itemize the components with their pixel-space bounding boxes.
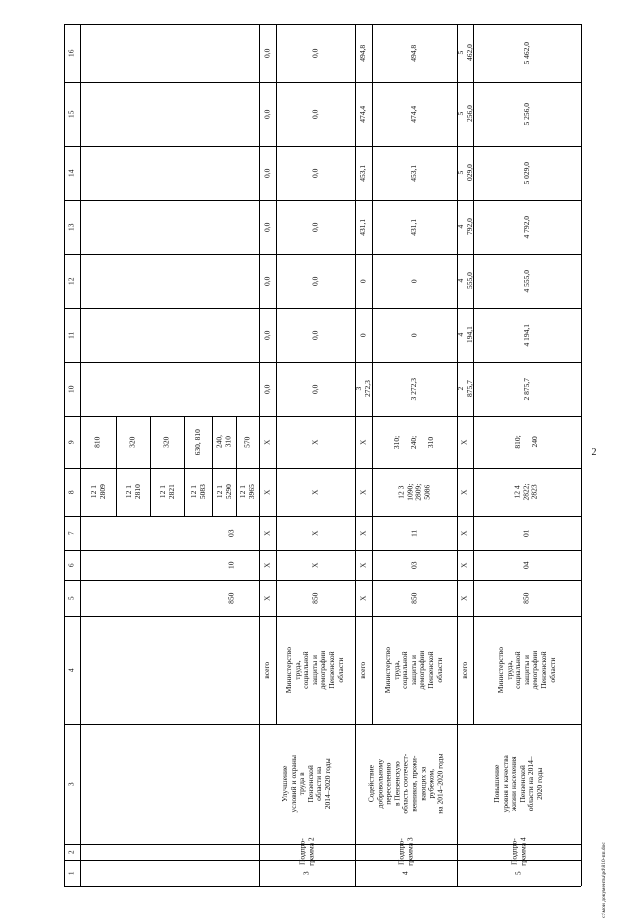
total-year-6-4: 474,4 <box>358 105 368 123</box>
total-year-7-3: 0,0 <box>262 48 272 58</box>
subprogram-name-5: Повышение уровня и качества жизни населения Пензенской области на 2014– 2020 годы <box>492 755 545 813</box>
total-c5-5: X <box>459 595 469 601</box>
top-kbk-c9-0: 810 <box>92 436 102 448</box>
top-kbk-c9-4: 240, 310 <box>214 435 232 449</box>
ministry-year-5-4: 453,1 <box>409 164 419 182</box>
total-year-7-4: 494,8 <box>358 44 368 62</box>
total-c7-3: X <box>262 530 272 536</box>
top-kbk-c6: 10 <box>226 561 236 569</box>
top-kbk-c8-3: 12 1 5083 <box>188 484 206 500</box>
top-kbk-c8-2: 12 1 2821 <box>157 484 175 500</box>
ministry-label-5: Министерство труда, социальной защиты и демографии Пензенской области <box>495 646 557 694</box>
total-year-1-3: 0,0 <box>262 384 272 394</box>
ministry-year-3-3: 0,0 <box>310 276 320 286</box>
total-c9-4: X <box>358 439 368 445</box>
row-number-5: 5 <box>513 871 523 875</box>
ministry-year-4-3: 0,0 <box>310 222 320 232</box>
column-number-12: 12 <box>66 277 76 285</box>
column-number-4: 4 <box>66 668 76 672</box>
column-number-11: 11 <box>66 331 76 339</box>
column-number-7: 7 <box>66 531 76 535</box>
total-year-3-3: 0,0 <box>262 276 272 286</box>
top-kbk-c8-5: 12 1 3965 <box>237 484 256 500</box>
column-number-15: 15 <box>66 110 76 118</box>
ministry-label-4: Министерство труда, социальной защиты и демографии Пензенской области <box>383 646 444 694</box>
total-year-3-5: 4 555,0 <box>455 272 473 290</box>
total-c8-3: X <box>262 489 272 495</box>
page-number: 2 <box>591 447 597 458</box>
total-c7-5: X <box>459 530 469 536</box>
total-c8-5: X <box>459 489 469 495</box>
ministry-year-2-3: 0,0 <box>310 330 320 340</box>
ministry-c6-3: X <box>310 562 320 568</box>
total-c9-5: X <box>459 439 469 445</box>
ministry-year-3-5: 4 555,0 <box>521 269 531 293</box>
column-number-14: 14 <box>66 169 76 177</box>
total-year-6-5: 5 256,0 <box>455 105 473 123</box>
column-number-5: 5 <box>66 596 76 600</box>
ministry-year-1-4: 3 272,3 <box>409 377 419 401</box>
total-year-2-3: 0,0 <box>262 330 272 340</box>
total-year-4-5: 4 792,0 <box>455 218 473 236</box>
ministry-year-6-4: 474,4 <box>409 105 419 123</box>
column-number-10: 10 <box>66 385 76 393</box>
top-kbk-c8-1: 12 1 2810 <box>123 484 141 500</box>
ministry-c7-5: 01 <box>521 529 531 537</box>
ministry-c9-4: 310; 240; 310 <box>392 435 436 449</box>
ministry-year-3-4: 0 <box>409 279 419 283</box>
ministry-year-5-5: 5 029,0 <box>521 161 531 185</box>
total-c7-4: X <box>358 530 368 536</box>
ministry-year-4-5: 4 792,0 <box>521 215 531 239</box>
total-year-4-4: 431,1 <box>358 218 368 236</box>
ministry-c7-4: 11 <box>409 529 419 537</box>
ministry-year-7-5: 5 462,0 <box>521 41 531 65</box>
top-kbk-c9-5: 570 <box>242 436 252 448</box>
total-c6-5: X <box>459 562 469 568</box>
top-kbk-c8-0: 12 1 2809 <box>88 484 106 500</box>
total-label-5: всего <box>459 661 469 679</box>
ministry-c8-3: X <box>310 489 320 495</box>
row-number-4: 4 <box>400 871 410 875</box>
column-number-3: 3 <box>66 782 76 786</box>
ministry-year-1-3: 0,0 <box>310 384 320 394</box>
column-number-16: 16 <box>66 49 76 57</box>
total-c8-4: X <box>358 489 368 495</box>
row-number-3: 3 <box>301 871 311 875</box>
ministry-year-4-4: 431,1 <box>409 218 419 236</box>
total-year-5-4: 453,1 <box>358 164 368 182</box>
ministry-label-3: Министерство труда, социальной защиты и демографии Пензенской области <box>284 646 345 694</box>
total-year-5-3: 0,0 <box>262 168 272 178</box>
total-year-1-4: 3 272,3 <box>353 380 372 398</box>
ministry-c7-3: X <box>310 530 320 536</box>
total-c6-3: X <box>262 562 272 568</box>
ministry-year-2-4: 0 <box>409 333 419 337</box>
top-kbk-c9-1: 320 <box>127 436 137 448</box>
total-year-4-3: 0,0 <box>262 222 272 232</box>
ministry-c5-5: 850 <box>521 592 531 604</box>
top-kbk-c7: 03 <box>226 529 236 537</box>
file-path-footer: c:\мои документы\pd\810-пп.doc <box>601 842 607 918</box>
column-number-13: 13 <box>66 223 76 231</box>
ministry-c9-5: 810; 240 <box>513 435 540 449</box>
ministry-c8-4: 12 3 1090; 2809; 5086 <box>396 483 432 501</box>
total-c5-3: X <box>262 595 272 601</box>
subprogram-name-4: Содействие добровольному переселению в Пензенскую область соотечест- венников, прожи- вающих за рубежом, на 2014–2020 годы <box>366 753 445 815</box>
total-label-4: всего <box>358 661 368 679</box>
total-year-1-5: 2 875,7 <box>455 380 473 398</box>
subprogram-3: Подпро- грамма 2 <box>297 837 315 867</box>
subprogram-4: Подпро- грамма 3 <box>396 837 414 867</box>
ministry-c5-4: 850 <box>409 592 419 604</box>
total-year-2-4: 0 <box>358 333 368 337</box>
ministry-year-1-5: 2 875,7 <box>521 377 531 401</box>
column-number-1: 1 <box>66 871 76 875</box>
ministry-c6-5: 04 <box>521 561 531 569</box>
column-number-8: 8 <box>66 490 76 494</box>
ministry-year-7-3: 0,0 <box>310 48 320 58</box>
table <box>64 24 581 886</box>
ministry-c5-3: 850 <box>310 592 320 604</box>
column-number-2: 2 <box>66 850 76 854</box>
total-c5-4: X <box>358 595 368 601</box>
total-label-3: всего <box>262 661 272 679</box>
total-year-6-3: 0,0 <box>262 109 272 119</box>
top-kbk-c9-3: 630, 810 <box>192 428 202 456</box>
total-c9-3: X <box>262 439 272 445</box>
ministry-c9-3: X <box>310 439 320 445</box>
ministry-year-5-3: 0,0 <box>310 168 320 178</box>
ministry-year-6-5: 5 256,0 <box>521 102 531 126</box>
column-number-9: 9 <box>66 440 76 444</box>
column-number-6: 6 <box>66 563 76 567</box>
ministry-year-7-4: 494,8 <box>409 44 419 62</box>
total-year-3-4: 0 <box>358 279 368 283</box>
subprogram-name-3: Улучшение условий и охраны труда в Пензенской области на 2014–2020 годы <box>280 755 333 813</box>
total-year-2-5: 4 194,1 <box>455 326 473 344</box>
ministry-c8-5: 12 4 2822; 2823 <box>513 483 540 501</box>
top-kbk-c9-2: 320 <box>161 436 171 448</box>
ministry-year-2-5: 4 194,1 <box>521 323 531 347</box>
subprogram-5: Подпро- грамма 4 <box>509 837 527 867</box>
total-c6-4: X <box>358 562 368 568</box>
ministry-c6-4: 03 <box>409 561 419 569</box>
total-year-5-5: 5 029,0 <box>455 164 473 182</box>
top-kbk-c5: 850 <box>226 592 236 604</box>
total-year-7-5: 5 462,0 <box>455 44 473 62</box>
ministry-year-6-3: 0,0 <box>310 109 320 119</box>
top-kbk-c8-4: 12 1 5290 <box>214 484 232 500</box>
